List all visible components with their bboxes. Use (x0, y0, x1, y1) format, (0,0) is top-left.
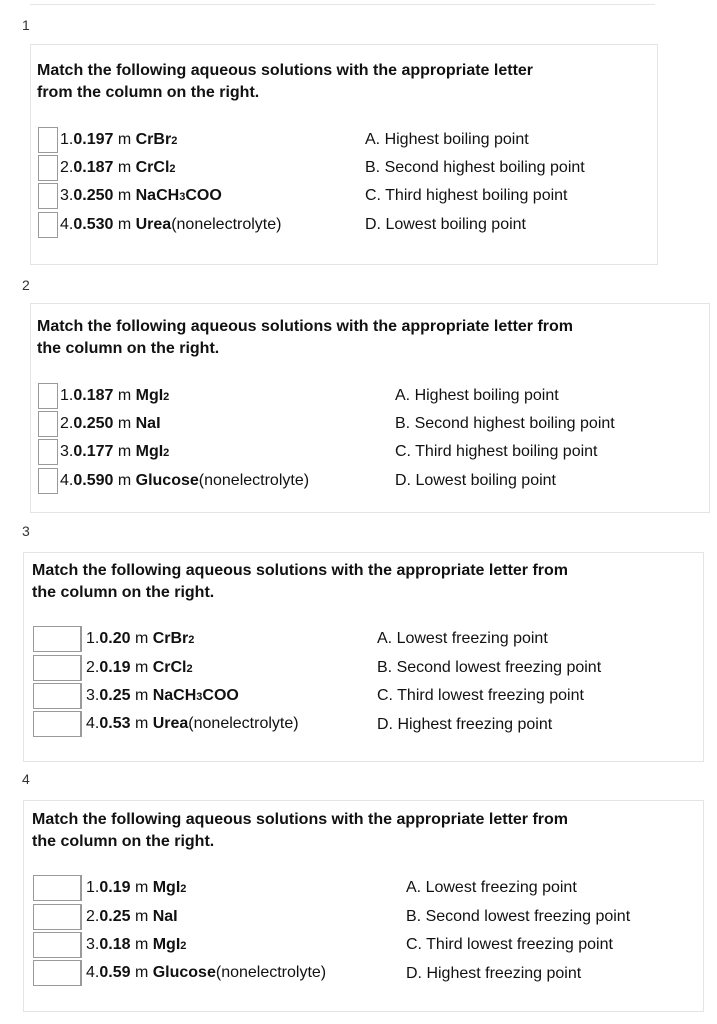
question-prompt: Match the following aqueous solutions with the appropriate letter from the column on the right. (37, 62, 534, 101)
top-divider (30, 0, 655, 5)
question-number: 3 (22, 523, 30, 539)
match-row (33, 959, 326, 987)
answer-option: D. Highest freezing point (406, 965, 582, 982)
match-row (38, 182, 222, 210)
answer-option: C. Third lowest freezing point (377, 687, 584, 704)
match-row (38, 410, 161, 438)
answer-input[interactable] (38, 127, 58, 153)
solution-item: 2. 0.250 m NaI (60, 415, 161, 432)
answer-input[interactable] (33, 960, 81, 986)
answer-input[interactable] (33, 904, 81, 930)
answer-option: C. Third lowest freezing point (406, 936, 613, 953)
solution-item: 3. 0.25 m NaCH 3 COO (86, 687, 239, 704)
answer-option: C. Third highest boiling point (365, 187, 568, 204)
match-row (33, 931, 186, 959)
answer-option: B. Second highest boiling point (365, 159, 585, 176)
answer-input[interactable] (38, 212, 58, 238)
match-row (33, 903, 178, 931)
answer-input[interactable] (33, 626, 81, 652)
question-prompt: Match the following aqueous solutions with the appropriate letter from the column on the right. (32, 811, 569, 850)
question-number: 1 (22, 17, 30, 33)
match-row (33, 654, 193, 682)
solution-item: 2. 0.187 m CrCl 2 (60, 159, 176, 176)
solution-item: 2. 0.25 m NaI (86, 908, 178, 925)
match-row (38, 211, 281, 239)
solution-item: 2. 0.19 m CrCl 2 (86, 659, 193, 676)
solution-item: 1. 0.197 m CrBr 2 (60, 131, 178, 148)
solution-item: 4. 0.530 m Urea (nonelectrolyte) (60, 216, 282, 233)
answer-option: D. Lowest boiling point (395, 472, 556, 489)
question-prompt: Match the following aqueous solutions with the appropriate letter from the column on the right. (37, 318, 574, 357)
match-row (38, 154, 176, 182)
solution-item: 3. 0.250 m NaCH 3 COO (60, 187, 222, 204)
match-row (38, 467, 309, 495)
solution-item: 4. 0.53 m Urea (nonelectrolyte) (86, 715, 299, 732)
match-row (33, 625, 194, 653)
solution-item: 1. 0.20 m CrBr 2 (86, 630, 195, 647)
match-row (33, 682, 239, 710)
answer-input[interactable] (33, 875, 81, 901)
answer-option: A. Lowest freezing point (377, 630, 548, 647)
answer-option: D. Lowest boiling point (365, 216, 526, 233)
answer-input[interactable] (38, 439, 58, 465)
match-row (33, 874, 186, 902)
answer-option: D. Highest freezing point (377, 716, 553, 733)
answer-option: A. Highest boiling point (365, 131, 529, 148)
answer-input[interactable] (38, 468, 58, 494)
answer-option: A. Highest boiling point (395, 387, 559, 404)
answer-input[interactable] (33, 932, 81, 958)
answer-input[interactable] (38, 155, 58, 181)
answer-option: B. Second lowest freezing point (406, 908, 631, 925)
answer-input[interactable] (33, 655, 81, 681)
question-number: 4 (22, 771, 30, 787)
match-row (38, 382, 169, 410)
match-row (33, 710, 299, 738)
answer-option: A. Lowest freezing point (406, 879, 577, 896)
solution-item: 3. 0.18 m MgI 2 (86, 936, 187, 953)
match-row (38, 438, 169, 466)
answer-input[interactable] (38, 411, 58, 437)
solution-item: 4. 0.590 m Glucose (nonelectrolyte) (60, 472, 310, 489)
question-number: 2 (22, 277, 30, 293)
answer-option: B. Second lowest freezing point (377, 659, 602, 676)
match-row (38, 126, 177, 154)
answer-option: B. Second highest boiling point (395, 415, 615, 432)
question-prompt: Match the following aqueous solutions with the appropriate letter from the column on the right. (32, 562, 569, 601)
solution-item: 1. 0.19 m MgI 2 (86, 879, 187, 896)
solution-item: 4. 0.59 m Glucose (nonelectrolyte) (86, 964, 327, 981)
solution-item: 1. 0.187 m MgI 2 (60, 387, 170, 404)
answer-option: C. Third highest boiling point (395, 443, 598, 460)
answer-input[interactable] (33, 683, 81, 709)
answer-input[interactable] (33, 711, 81, 737)
answer-input[interactable] (38, 183, 58, 209)
solution-item: 3. 0.177 m MgI 2 (60, 443, 170, 460)
answer-input[interactable] (38, 383, 58, 409)
